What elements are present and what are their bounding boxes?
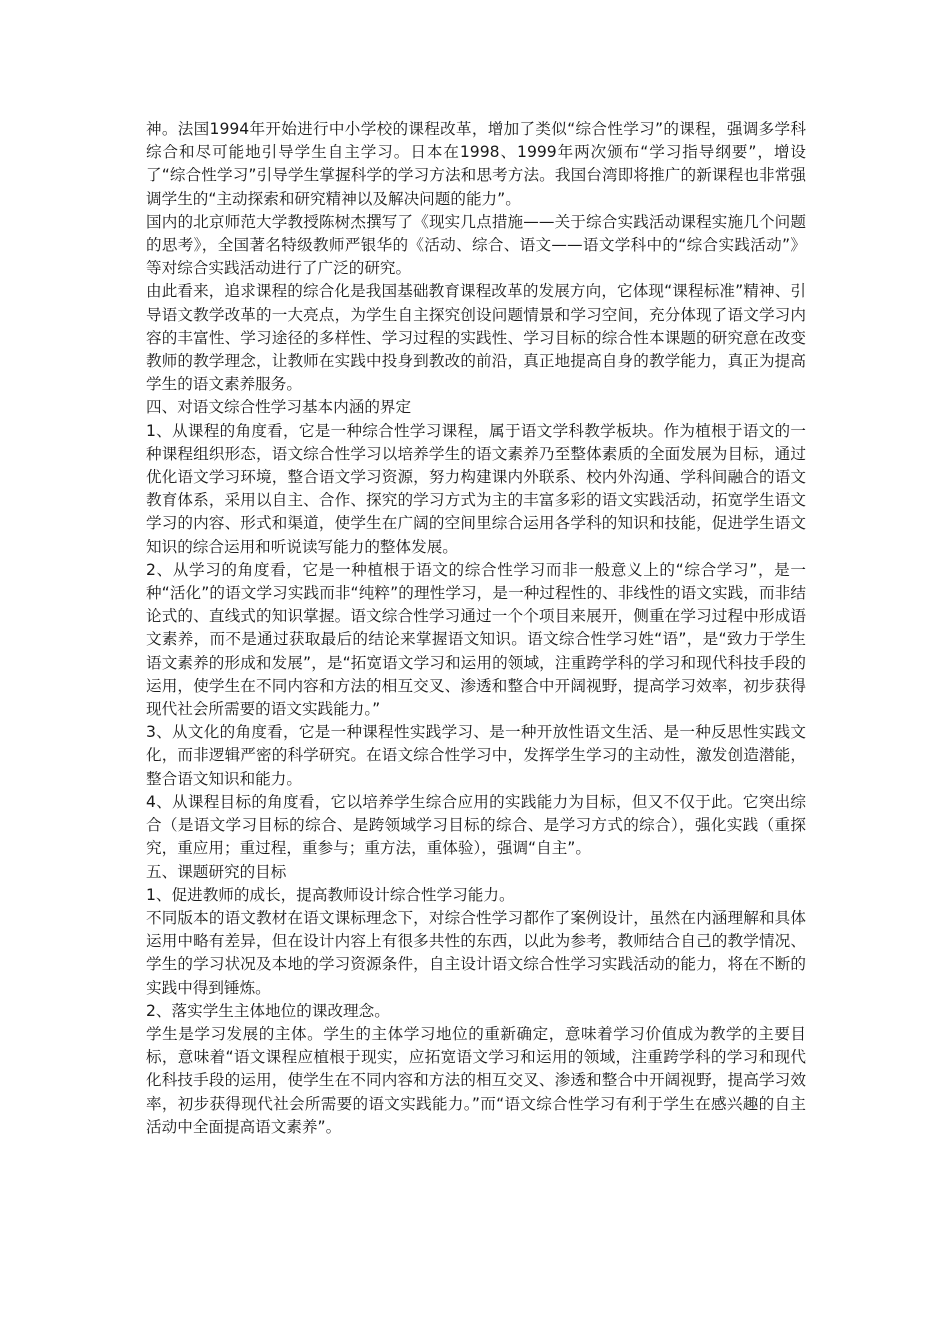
document-page	[146, 118, 806, 1139]
subheading-student-subject: 2、落实学生主体地位的课改理念。	[146, 1001, 390, 1020]
paragraph-goal-view: 4、从课程目标的角度看，它以培养学生综合应用的实践能力为目标，但又不仅于此。它突出综合（是语文学习目标的综合、是跨领域学习目标的综合、是学习方式的综合），强化实践（重探究，重应用；重过程，重参与；重方法，重体验），强调“自主”。	[146, 792, 806, 858]
paragraph-student-subject: 学生是学习发展的主体。学生的主体学习地位的重新确定，意味着学习价值成为教学的主要目标，意味着“语文课程应植根于现实，应拓宽语文学习和运用的领域，注重跨学科的学习和现代化科技手段的运用，使学生在不同内容和方法的相互交叉、渗透和整合中开阔视野，提高学习效率，初步获得现代社会所需要的语文实践能力。”而“语文综合性学习有利于学生在感兴趣的自主活动中全面提高语文素养”。	[146, 1024, 806, 1136]
paragraph-domestic-research: 国内的北京师范大学教授陈树杰撰写了《现实几点措施——关于综合实践活动课程实施几个问题的思考》，全国著名特级教师严银华的《活动、综合、语文——语文学科中的“综合实践活动”》等对综合实践活动进行了广泛的研究。	[146, 212, 806, 278]
paragraph-curriculum-view: 1、从课程的角度看，它是一种综合性学习课程，属于语文学科教学板块。作为植根于语文的一种课程组织形态，语文综合性学习以培养学生的语文素养乃至整体素质的全面发展为目标，通过优化语文学习环境，整合语文学习资源，努力构建课内外联系、校内外沟通、学科间融合的语文教育体系，采用以自主、合作、探究的学习方式为主的丰富多彩的语文实践活动，拓宽学生语文学习的内容、形式和渠道，使学生在广阔的空间里综合运用各学科的知识和技能，促进学生语文知识的综合运用和听说读写能力的整体发展。	[146, 421, 806, 556]
paragraph-teacher-growth: 不同版本的语文教材在语文课标理念下，对综合性学习都作了案例设计，虽然在内涵理解和具体运用中略有差异，但在设计内容上有很多共性的东西，以此为参考，教师结合自己的教学情况、学生的学习状况及本地的学习资源条件，自主设计语文综合性学习实践活动的能力，将在不断的实践中得到锤炼。	[146, 908, 806, 997]
section-heading-5: 五、课题研究的目标	[146, 862, 287, 881]
paragraph-learning-view: 2、从学习的角度看，它是一种植根于语文的综合性学习而非一般意义上的“综合学习”，是一种“活化”的语文学习实践而非“纯粹”的理性学习，是一种过程性的、非线性的语文实践，而非结论式的、直线式的知识掌握。语文综合性学习通过一个个项目来展开，侧重在学习过程中形成语文素养，而不是通过获取最后的结论来掌握语文知识。语文综合性学习姓“语”，是“致力于学生语文素养的形成和发展”，是“拓宽语文学习和运用的领域，注重跨学科的学习和现代科技手段的运用，使学生在不同内容和方法的相互交叉、渗透和整合中开阔视野，提高学习效率，初步获得现代社会所需要的语文实践能力。”	[146, 560, 806, 719]
paragraph-culture-view: 3、从文化的角度看，它是一种课程性实践学习、是一种开放性语文生活、是一种反思性实践文化，而非逻辑严密的科学研究。在语文综合性学习中，发挥学生学习的主动性，激发创造潜能，整合语文知识和能力。	[146, 723, 806, 788]
paragraph-international-practice: 神。法国1994年开始进行中小学校的课程改革，增加了类似“综合性学习”的课程，强调多学科综合和尽可能地引导学生自主学习。日本在1998、1999年两次颁布“学习指导纲要”，增设了“综合性学习”引导学生掌握科学的学习方法和思考方法。我国台湾即将推广的新课程也非常强调学生的“主动探索和研究精神以及解决问题的能力”。	[146, 120, 806, 208]
subheading-teacher-growth: 1、促进教师的成长，提高教师设计综合性学习能力。	[146, 885, 515, 904]
section-heading-4: 四、对语文综合性学习基本内涵的界定	[146, 398, 412, 417]
paragraph-conclusion: 由此看来，追求课程的综合化是我国基础教育课程改革的发展方向，它体现“课程标准”精神、引导语文教学改革的一大亮点，为学生自主探究创设问题情景和学习空间，充分体现了语文学习内容的丰富性、学习途径的多样性、学习过程的实践性、学习目标的综合性本课题的研究意在改变教师的教学理念，让教师在实践中投身到教改的前沿，真正地提高自身的教学能力，真正为提高学生的语文素养服务。	[146, 282, 806, 394]
